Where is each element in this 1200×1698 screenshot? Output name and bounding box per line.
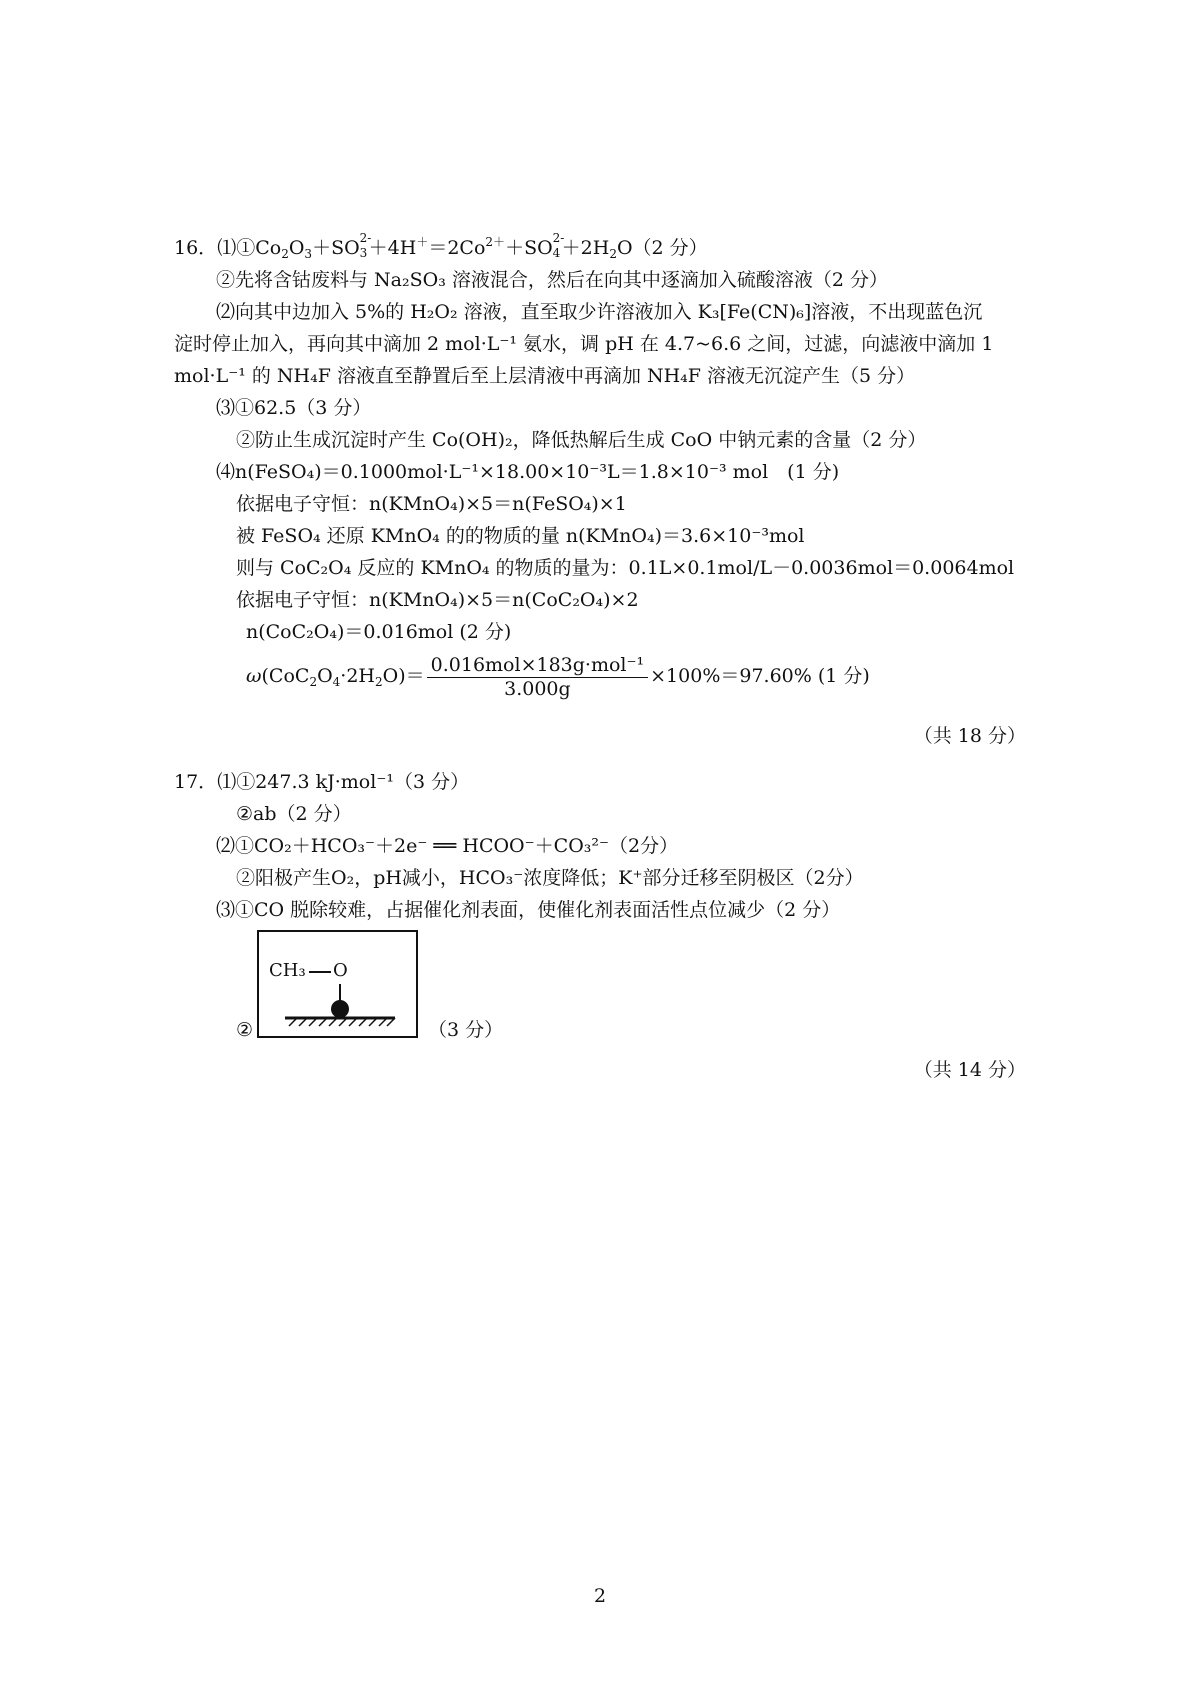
q16-part1b-line: ②先将含钴废料与 Na₂SO₃ 溶液混合，然后在向其中逐滴加入硫酸溶液（2 分） (216, 269, 888, 291)
q17-number: 17． (174, 771, 218, 793)
q17-part1a-line (174, 770, 469, 794)
q17-total: （共 14 分） (913, 1059, 1026, 1081)
q16-part4-line3: 被 FeSO₄ 还原 KMnO₄ 的的物质的量 n(KMnO₄)＝3.6×10⁻³mol (236, 525, 805, 547)
diagram-svg (259, 932, 416, 1036)
q17-part1b-line: ②ab（2 分） (236, 803, 352, 825)
q16-part3-line1: ⑶①62.5（3 分） (216, 397, 372, 419)
diagram-surface-atom (331, 1000, 349, 1018)
q16-part4-line1: ⑷n(FeSO₄)＝0.1000mol·L⁻¹×18.00×10⁻³L＝1.8×10⁻³ mol (1 分) (216, 461, 840, 483)
q16-part2-line1: ⑵向其中边加入 5%的 H₂O₂ 溶液，直至取少许溶液加入 K₃[Fe(CN)₆]溶液，不出现蓝色沉 (216, 301, 983, 323)
q16-part4-line5: 依据电子守恒：n(KMnO₄)×5＝n(CoC₂O₄)×2 (236, 589, 639, 611)
q16-part1-equation: $Co_2O_3+SO$ 2- 3 $+4H^+=2Co^{2+}+SO$ 2- 4 $+2H_2O$ (255, 231, 633, 261)
fraction-result: ×100%＝97.60% (1 分) (650, 665, 870, 687)
fraction-denominator: 3.000g (504, 678, 571, 700)
diagram-ch3-label: CH₃ (269, 960, 306, 981)
q16-number: 16． (174, 237, 218, 259)
q16-part1-score: （2 分） (632, 237, 708, 259)
fraction-numerator: 0.016mol×183g·mol⁻¹ (427, 654, 649, 678)
q16-part1-circle: ① (236, 237, 256, 259)
q16-part4-fraction-line (246, 654, 870, 700)
mass-fraction (427, 654, 649, 700)
q17-part3b-score: （3 分） (428, 1019, 504, 1041)
q16-part2-line2: 淀时停止加入，再向其中滴加 2 mol·L⁻¹ 氨水，调 pH 在 4.7~6.6 之间，过滤，向滤液中滴加 1 (174, 333, 994, 355)
page-number: 2 (593, 1585, 607, 1607)
q16-part1-label: ⑴ (217, 237, 237, 259)
mass-fraction-label: $\omega(CoC_2O_4\cdot 2H_2O)=$ (246, 665, 425, 689)
q17-part1a-text: ⑴①247.3 kJ·mol⁻¹（3 分） (217, 771, 470, 793)
q16-part3-line2: ②防止生成沉淀时产生 Co(OH)₂，降低热解后生成 CoO 中钠元素的含量（2 分） (236, 429, 927, 451)
q16-part4-line6: n(CoC₂O₄)＝0.016mol (2 分) (246, 621, 512, 643)
q16-total: （共 18 分） (913, 725, 1026, 747)
diagram-o-label: O (333, 960, 348, 981)
adsorption-diagram (257, 930, 418, 1038)
q17-part3b-circle: ② (236, 1019, 254, 1041)
q16-part2-line3: mol·L⁻¹ 的 NH₄F 溶液直至静置后至上层清液中再滴加 NH₄F 溶液无沉淀产生（5 分） (174, 365, 916, 387)
q17-part2a-line: ⑵①CO₂＋HCO₃⁻＋2e⁻ ══ HCOO⁻＋CO₃²⁻（2分） (216, 835, 679, 857)
q16-part1-line (174, 231, 708, 261)
q17-part2b-line: ②阳极产生O₂，pH减小，HCO₃⁻浓度降低；K⁺部分迁移至阴极区（2分） (236, 867, 864, 889)
q17-part3a-line: ⑶①CO 脱除较难，占据催化剂表面，使催化剂表面活性点位减少（2 分） (216, 899, 841, 921)
q16-part4-line4: 则与 CoC₂O₄ 反应的 KMnO₄ 的物质的量为：0.1L×0.1mol/L－0.0036mol＝0.0064mol (236, 557, 1015, 579)
q16-part4-line2: 依据电子守恒：n(KMnO₄)×5＝n(FeSO₄)×1 (236, 493, 627, 515)
